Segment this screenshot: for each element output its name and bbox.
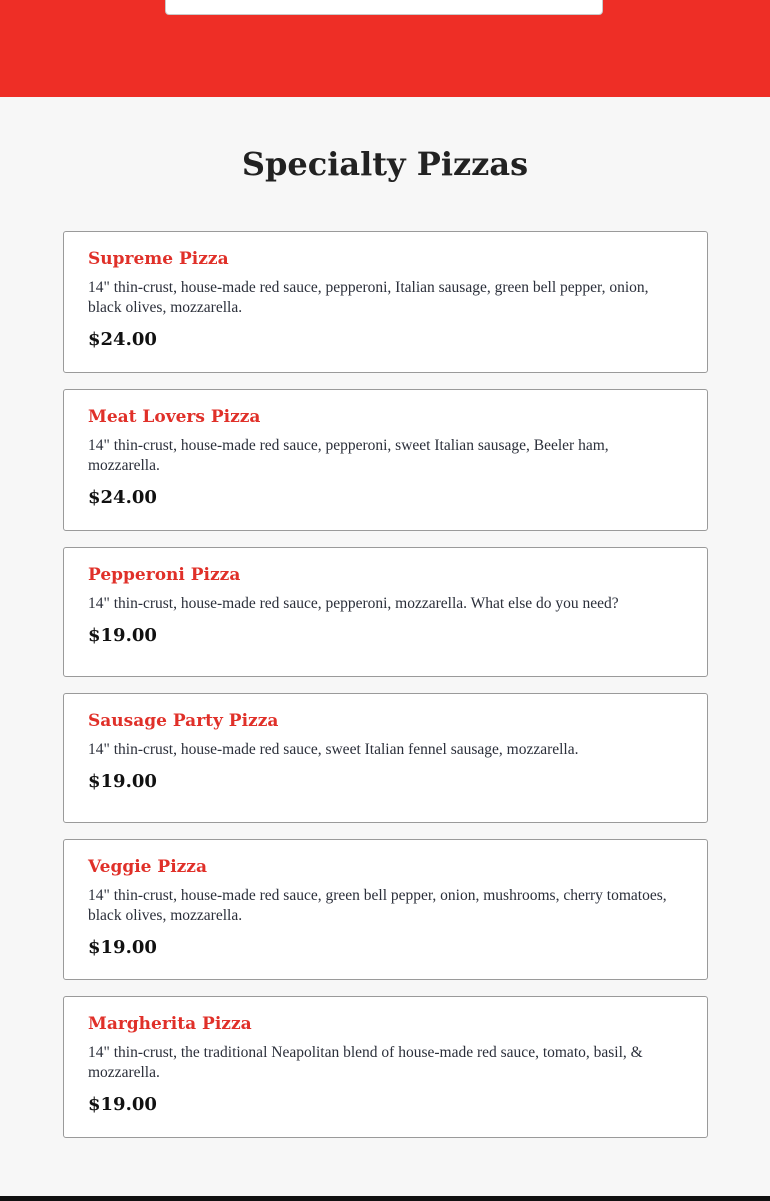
section-title: Specialty Pizzas: [241, 145, 529, 183]
menu-item-price: $19.00: [88, 771, 157, 792]
menu-item-description: 14" thin-crust, the traditional Neapolitan blend of house-made red sauce, tomato, basil, & mozzarella.: [88, 1044, 643, 1081]
menu-item-title: Pepperoni Pizza: [88, 565, 241, 585]
menu-item-title: Meat Lovers Pizza: [88, 407, 261, 427]
menu-item-description: 14" thin-crust, house-made red sauce, sweet Italian fennel sausage, mozzarella.: [88, 741, 579, 758]
menu-item-card: [63, 547, 708, 677]
menu-item-title: Supreme Pizza: [88, 249, 229, 269]
menu-item-price: $19.00: [88, 937, 157, 958]
search-input[interactable]: [165, 0, 603, 15]
menu-item-card: [63, 231, 708, 373]
menu-item-description: 14" thin-crust, house-made red sauce, pepperoni, Italian sausage, green bell pepper, onion, black olives, mozzarella.: [88, 279, 649, 316]
menu-item-card: [63, 693, 708, 823]
menu-item-description: 14" thin-crust, house-made red sauce, pepperoni, sweet Italian sausage, Beeler ham, mozzarella.: [88, 437, 609, 474]
menu-item-title: Margherita Pizza: [88, 1014, 252, 1034]
menu-item-card: [63, 389, 708, 531]
hero-banner: [0, 0, 770, 97]
menu-item-card: [63, 839, 708, 980]
menu-item-price: $19.00: [88, 1094, 157, 1115]
menu-item-price: $24.00: [88, 329, 157, 350]
menu-item-price: $24.00: [88, 487, 157, 508]
menu-item-description: 14" thin-crust, house-made red sauce, green bell pepper, onion, mushrooms, cherry tomatoes, black olives, mozzarella.: [88, 887, 667, 924]
menu-item-title: Sausage Party Pizza: [88, 711, 279, 731]
menu-item-price: $19.00: [88, 625, 157, 646]
footer-bar: [0, 1196, 770, 1201]
menu-item-description: 14" thin-crust, house-made red sauce, pepperoni, mozzarella. What else do you need?: [88, 595, 619, 612]
menu-item-title: Veggie Pizza: [88, 857, 207, 877]
menu-item-card: [63, 996, 708, 1138]
